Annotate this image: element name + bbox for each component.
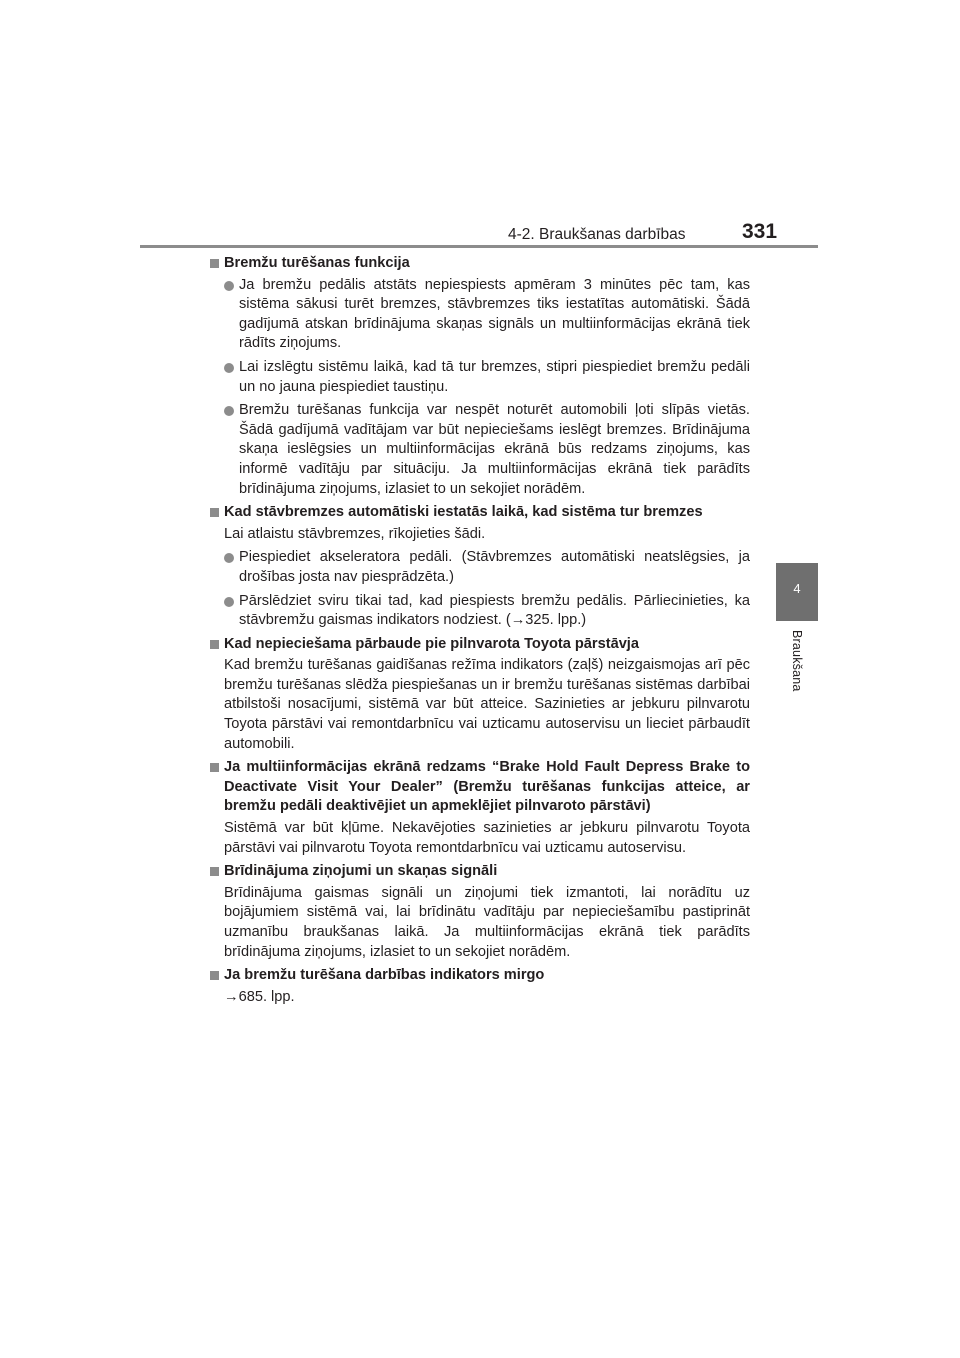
list-item [210, 276, 750, 354]
chapter-tab-label: Braukšana [790, 630, 804, 692]
list-item [210, 548, 750, 587]
list-item-text: Bremžu turēšanas funkcija var nespēt noturēt automobili ļoti slīpās vietās. Šādā gadījumā vadītājam var būt nepieciešams ieslēgt bremzes. Brīdinājuma skaņa ieslēgsies un multiinformācijas ekrānā būs redzams ziņojums, kas informē vadītāju par situāciju. Ja multiinformācijas ekrānā tiek parādīts brīdinājuma ziņojums, izlasiet to un sekojiet norādēm. [239, 402, 750, 497]
list-item [210, 592, 750, 631]
circle-bullet-icon [224, 406, 234, 416]
section-heading-text: Kad nepieciešama pārbaude pie pilnvarota Toyota pārstāvja [224, 635, 639, 652]
list-item-text: Ja bremžu pedālis atstāts nepiespiests apmēram 3 minūtes pēc tam, kas sistēma sākusi turēt bremzes, stāvbremzes tiks iestatītas automātiski. Šādā gadījumā atskan brīdinājuma skaņas signāls un multiinformācijas ekrānā tiek rādīts ziņojums. [239, 276, 750, 352]
section-body: Brīdinājuma gaismas signāli un ziņojumi tiek izmantoti, lai norādītu uz bojājumiem sistēmā vai, lai brīdinātu vadītāju par nepieciešamību pastiprināt uzmanību braukšanas laikā. Ja multiinformācijas ekrānā tiek parādīts brīdinājuma ziņojums, izlasiet to un sekojiet norādēm. [224, 884, 750, 960]
chapter-tab-label-box [776, 630, 818, 706]
section-heading-text: Bremžu turēšanas funkcija [224, 255, 410, 271]
section-heading [210, 635, 750, 655]
circle-bullet-icon [224, 553, 234, 563]
section-heading-text: Ja multiinformācijas ekrānā redzams “Brake Hold Fault Depress Brake to Deactivate Visit Your Dealer” (Bremžu turēšanas funkcijas atteice, ar bremžu pedāli deaktivējiet un apmeklējiet pilnvaroto pārstāvi) [224, 759, 750, 815]
section-heading-text: Ja bremžu turēšana darbības indikators mirgo [224, 967, 545, 984]
square-bullet-icon [210, 508, 219, 517]
circle-bullet-icon [224, 363, 234, 373]
list-item [210, 401, 750, 499]
section-heading-text: Kad stāvbremzes automātiski iestatās laikā, kad sistēma tur bremzes [224, 504, 703, 521]
square-bullet-icon [210, 763, 219, 772]
running-header-section: 4-2. Braukšanas darbības [508, 226, 686, 243]
section-heading [210, 966, 750, 986]
section-heading [210, 254, 750, 274]
square-bullet-icon [210, 867, 219, 876]
header-divider [140, 245, 818, 248]
section-brake-hold-function [210, 254, 750, 499]
section-warning-messages [210, 862, 750, 962]
section-dealer-inspection [210, 635, 750, 755]
list-item [210, 358, 750, 397]
chapter-tab [776, 563, 818, 621]
section-heading [210, 862, 750, 882]
square-bullet-icon [210, 971, 219, 980]
section-intro: Lai atlaistu stāvbremzes, rīkojieties šādi. [224, 525, 486, 542]
section-body: Sistēmā var būt kļūme. Nekavējoties sazinieties ar jebkuru pilnvarotu Toyota pārstāvi vai pilnvarotu Toyota remontdarbnīcu vai uzticamu autoservisu. [224, 820, 750, 856]
section-body: Kad bremžu turēšanas gaidīšanas režīma indikators (zaļš) neizgaismojas arī pēc bremžu turēšanas slēdža piespiešanas un ir bremžu turēšanas sistēmas darbībai atbilstoši nosacījumi, sistēmā var būt atteice. Sazinieties ar jebkuru pilnvarotu Toyota pārstāvi vai remontdarbnīcu vai uzticamu autoservisu un lieciet pārbaudīt automobili. [224, 657, 750, 752]
section-heading-text: Brīdinājuma ziņojumi un skaņas signāli [224, 863, 498, 880]
square-bullet-icon [210, 259, 219, 268]
square-bullet-icon [210, 640, 219, 649]
section-heading [210, 758, 750, 817]
section-fault-message [210, 758, 750, 858]
list-item-text: Lai izslēgtu sistēmu laikā, kad tā tur bremzes, stipri piespiediet bremžu pedāli un no jauna piespiediet taustiņu. [239, 358, 750, 395]
section-parking-brake-auto-set [210, 503, 750, 631]
page-reference-link[interactable]: →685. lpp. [224, 988, 295, 1005]
page-content [210, 254, 750, 1011]
page-number: 331 [742, 220, 778, 243]
section-indicator-flashing [210, 966, 750, 1007]
section-heading [210, 503, 750, 523]
list-item-text: Pārslēdziet sviru tikai tad, kad piespiests bremžu pedālis. Pārliecinieties, ka stāvbremžu gaismas indikators nodziest. (→325. lpp.) [239, 592, 750, 629]
list-item-text: Piespiediet akseleratora pedāli. (Stāvbremzes automātiski neatslēgsies, ja drošības josta nav piesprādzēta.) [239, 549, 750, 585]
chapter-tab-number: 4 [793, 581, 801, 596]
circle-bullet-icon [224, 281, 234, 291]
circle-bullet-icon [224, 597, 234, 607]
